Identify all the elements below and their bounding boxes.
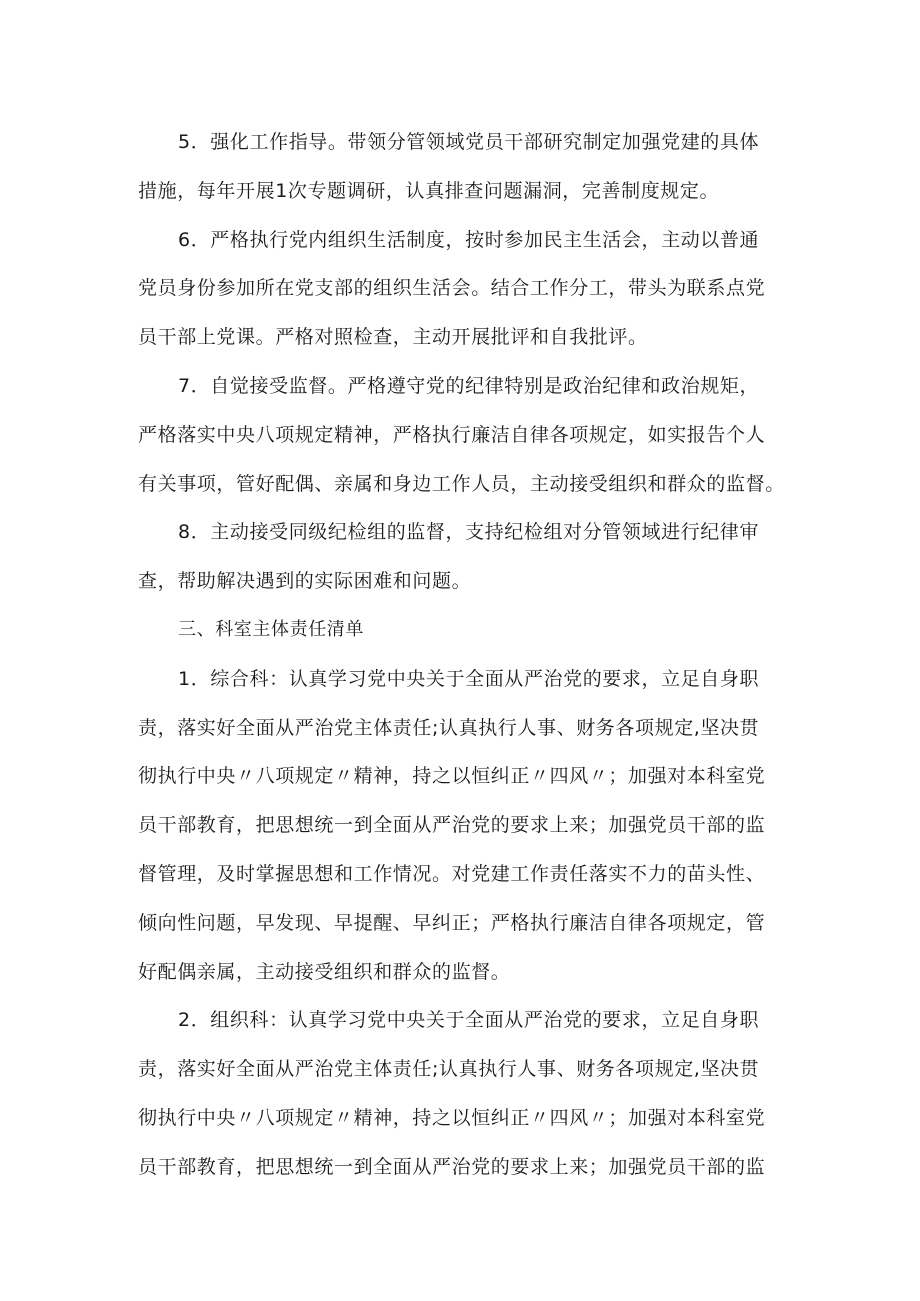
document-body bbox=[138, 118, 788, 1192]
paragraph-line: 2．组织科：认真学习党中央关于全面从严治党的要求，立足自身职 bbox=[178, 1009, 760, 1032]
paragraph-line: 责，落实好全面从严治党主体责任;认真执行人事、财务各项规定,坚决贯 bbox=[138, 1058, 760, 1081]
paragraph-line: 1．综合科：认真学习党中央关于全面从严治党的要求，立足自身职 bbox=[178, 667, 760, 690]
paragraph-line: 员干部教育，把思想统一到全面从严治党的要求上来；加强党员干部的监 bbox=[138, 814, 766, 837]
paragraph-line: 7．自觉接受监督。严格遵守党的纪律特别是政治纪律和政治规矩， bbox=[178, 374, 760, 397]
paragraph-line: 好配偶亲属，主动接受组织和群众的监督。 bbox=[138, 960, 511, 983]
paragraph-item-5 bbox=[138, 118, 788, 216]
paragraph-line: 彻执行中央〃八项规定〃精神，持之以恒纠正〃四风〃；加强对本科室党 bbox=[138, 1106, 766, 1129]
paragraph-line: 员干部上党课。严格对照检查，主动开展批评和自我批评。 bbox=[138, 326, 648, 349]
section-heading: 三、科室主体责任清单 bbox=[178, 618, 364, 640]
paragraph-line: 党员身份参加所在党支部的组织生活会。结合工作分工，带头为联系点党 bbox=[138, 277, 766, 300]
paragraph-line: 倾向性问题，早发现、早提醒、早纠正；严格执行廉洁自律各项规定，管 bbox=[138, 911, 766, 934]
paragraph-item-6 bbox=[138, 216, 788, 362]
paragraph-line: 彻执行中央〃八项规定〃精神，持之以恒纠正〃四风〃；加强对本科室党 bbox=[138, 765, 766, 788]
paragraph-line: 6．严格执行党内组织生活制度，按时参加民主生活会，主动以普通 bbox=[178, 228, 760, 251]
paragraph-line: 8．主动接受同级纪检组的监督，支持纪检组对分管领域进行纪律审 bbox=[178, 521, 760, 544]
paragraph-line: 5．强化工作指导。带领分管领域党员干部研究制定加强党建的具体 bbox=[178, 131, 760, 153]
paragraph-line: 有关事项，管好配偶、亲属和身边工作人员，主动接受组织和群众的监督。 bbox=[138, 472, 785, 495]
section-paragraph-2 bbox=[138, 996, 788, 1191]
paragraph-line: 员干部教育，把思想统一到全面从严治党的要求上来；加强党员干部的监 bbox=[138, 1155, 766, 1178]
paragraph-line: 督管理，及时掌握思想和工作情况。对党建工作责任落实不力的苗头性、 bbox=[138, 862, 766, 885]
paragraph-item-8 bbox=[138, 508, 788, 606]
paragraph-line: 严格落实中央八项规定精神，严格执行廉洁自律各项规定，如实报告个人 bbox=[138, 423, 766, 446]
paragraph-line: 责，落实好全面从严治党主体责任;认真执行人事、财务各项规定,坚决贯 bbox=[138, 716, 760, 739]
paragraph-line: 查，帮助解决遇到的实际困难和问题。 bbox=[138, 570, 472, 593]
paragraph-line: 措施，每年开展1次专题调研，认真排查问题漏洞，完善制度规定。 bbox=[138, 179, 720, 202]
section-paragraph-1 bbox=[138, 655, 788, 997]
paragraph-item-7 bbox=[138, 362, 788, 508]
